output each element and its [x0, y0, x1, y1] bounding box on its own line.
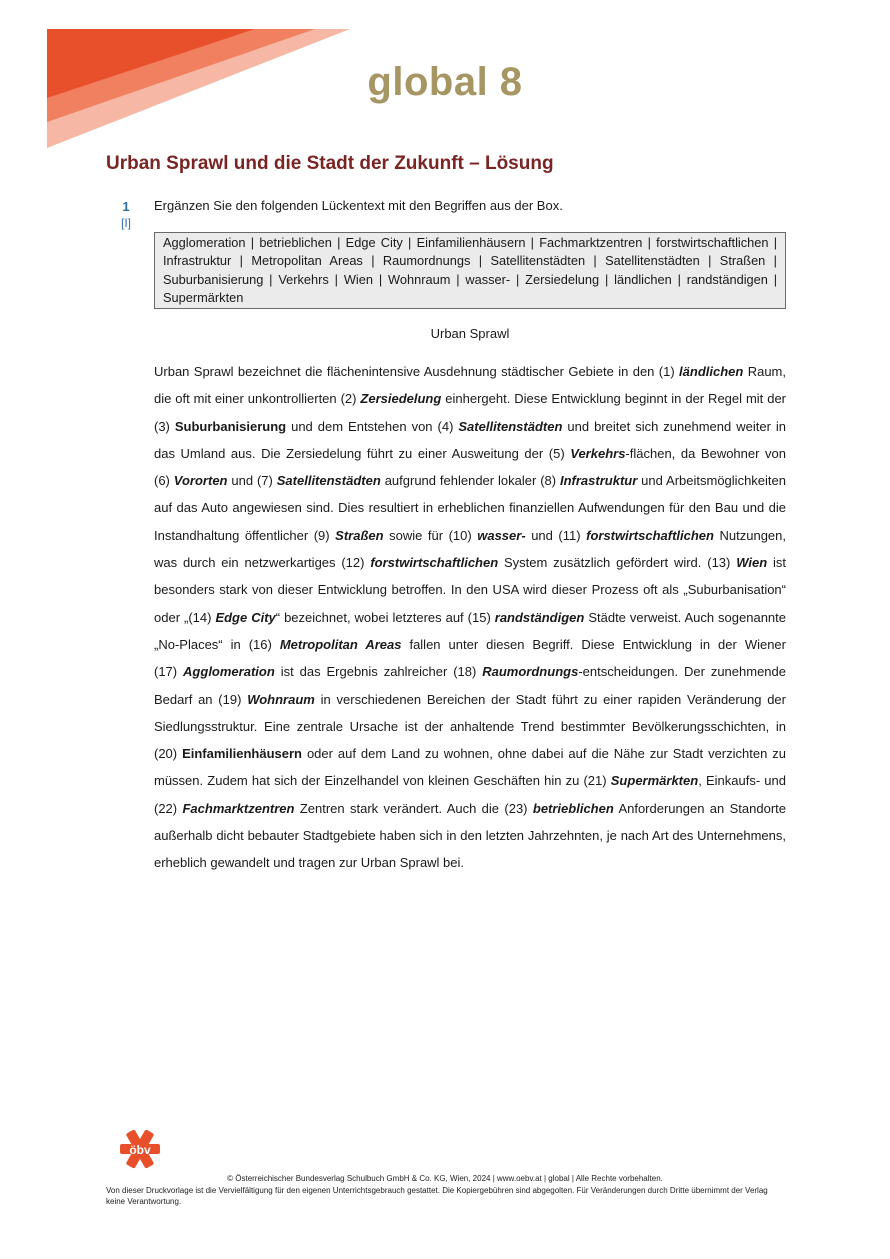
word-box-term: Satellitenstädten: [490, 253, 586, 269]
document-title: Urban Sprawl und die Stadt der Zukunft – Lösung: [106, 153, 554, 174]
cloze-answer: Suburbanisierung: [174, 418, 287, 434]
footer-copyright: © Österreichischer Bundesverlag Schulbuch GmbH & Co. KG, Wien, 2024 | www.oebv.at | global | Alle Rechte vorbehalten.: [227, 1174, 663, 1183]
cloze-answer: Straßen: [335, 527, 384, 543]
cloze-text-segment: Zentren stark verändert. Auch die (23): [294, 800, 533, 816]
cloze-answer: Supermärkten: [610, 773, 699, 789]
oebv-logo: [118, 1127, 162, 1171]
cloze-text-segment: ist das Ergebnis zahlreicher (18): [274, 664, 483, 680]
cloze-text-segment: Raum, die oft mit einer unkontrollierten (2): [154, 364, 787, 407]
cloze-text-segment: und (11): [525, 527, 587, 543]
cloze-answer: Wien: [736, 555, 768, 571]
cloze-text-segment: fallen unter diesen Begriff. Diese Entwicklung in der Wiener (17): [154, 636, 786, 680]
word-box: Agglomeration | betrieblichen | Edge City | Einfamilienhäusern | Fachmarktzentren | forstwirtschaftlichen | Infrastruktur | Metropolitan Areas | Raumordnungs | Satellitenstädten | Satellitenstädten | Straßen | Suburbanisierung | Verkehrs | Wien | Wohnraum | wasser- | Zersiedelung | ländlichen | randständigen | Supermärkten: [154, 232, 786, 309]
cloze-answer: randständigen: [494, 609, 585, 625]
cloze-text-segment: und dem Entstehen von (4): [286, 418, 459, 434]
cloze-text-segment: und Arbeitsmöglichkeiten auf das Auto angewiesen sind. Dies resultiert in erheblichen finanziellen Aufwendungen für den Bau und die Instandhaltung öffentlicher (9): [154, 473, 786, 543]
word-box-term: forstwirtschaftlichen: [656, 235, 769, 250]
cloze-text-segment: Nutzungen, was durch ein netzwerkartiges (12): [154, 527, 786, 571]
cloze-text-segment: aufgrund fehlender lokaler (8): [380, 473, 560, 489]
cloze-text-segment: “ bezeichnet, wobei letzteres auf (15): [275, 609, 495, 625]
cloze-text-segment: sowie für (10): [383, 527, 478, 543]
cloze-answer: forstwirtschaftlichen: [370, 555, 499, 571]
word-box-term: ländlichen: [614, 271, 672, 287]
footer-disclaimer: Von dieser Druckvorlage ist die Vervielfältigung für den eigenen Unterrichtsgebrauch gestattet. Die Kopiergebühren sind abgegolten. Für Veränderungen durch Dritte übernimmt der Verlag keine Verantwortung.: [106, 1186, 768, 1206]
cloze-text-segment: und (7): [227, 473, 277, 489]
cloze-answer: Verkehrs: [570, 445, 626, 461]
word-box-term: betrieblichen: [259, 235, 332, 250]
task-instruction: Ergänzen Sie den folgenden Lückentext mit den Begriffen aus der Box.: [154, 198, 563, 213]
word-box-term: randständigen: [686, 271, 768, 287]
word-box-term: Verkehrs: [278, 271, 329, 287]
word-box-term: Wohnraum: [388, 271, 451, 287]
cloze-answer: Agglomeration: [183, 664, 275, 680]
cloze-text-segment: Städte verweist. Auch sogenannte „No-Places“ in (16): [154, 609, 787, 652]
word-box-term: Raumordnungs: [382, 253, 471, 269]
cloze-answer: Edge City: [215, 609, 276, 625]
cloze-text-segment: Urban Sprawl bezeichnet die flächenintensive Ausdehnung städtischer Gebiete in den (1): [154, 364, 680, 379]
cloze-answer: Zersiedelung: [360, 391, 442, 407]
word-box-term: wasser-: [465, 271, 511, 287]
cloze-answer: Metropolitan Areas: [279, 636, 402, 652]
cloze-text: [154, 358, 786, 877]
cloze-answer: Vororten: [173, 473, 228, 489]
cloze-answer: ländlichen: [679, 364, 744, 379]
cloze-text-segment: -entscheidungen. Der zunehmende Bedarf an (19): [154, 664, 786, 707]
word-box-term: Supermärkten: [163, 289, 244, 305]
cloze-text-segment: Anforderungen an Standorte außerhalb dicht bebauter Stadtgebiete haben sich in den letzten Jahrzehnten, je nach Art des Unternehmens, erheblich gewandelt und tragen zur Urban Sprawl bei.: [154, 800, 787, 871]
word-box-term: Edge City: [345, 235, 403, 250]
word-box-term: Infrastruktur: [163, 253, 232, 269]
cloze-text-segment: , Einkaufs- und (22): [154, 773, 786, 816]
task-number: 1: [122, 199, 130, 214]
book-title: global 8: [367, 60, 523, 104]
cloze-answer: Fachmarktzentren: [182, 800, 295, 816]
cloze-answer: forstwirtschaftlichen: [586, 527, 714, 543]
cloze-text-segment: System zusätzlich gefördert wird. (13): [498, 555, 737, 571]
word-box-term: Einfamilienhäusern: [416, 235, 526, 250]
cloze-answer: Satellitenstädten: [458, 418, 563, 434]
cloze-text-segment: ist besonders stark von dieser Entwicklung betroffen. In den USA wird dieser Prozess oft als „Suburbanisation“ oder „(14): [154, 555, 786, 625]
task-level: [I]: [120, 216, 131, 230]
word-box-term: Zersiedelung: [525, 271, 600, 287]
cloze-text-segment: -flächen, da Bewohner von (6): [154, 445, 786, 489]
cloze-answer: Einfamilienhäusern: [182, 746, 302, 762]
cloze-text-segment: einhergeht. Diese Entwicklung beginnt in der Regel mit der (3): [154, 391, 786, 434]
cloze-text-segment: oder auf dem Land zu wohnen, ohne dabei auf die Nähe zur Stadt verzichten zu müssen. Zudem hat sich der Einzelhandel von kleinen Geschäften hin zu (21): [154, 746, 786, 789]
logo-text: öbv: [129, 1143, 151, 1157]
cloze-answer: Satellitenstädten: [276, 473, 381, 489]
word-box-term: Fachmarktzentren: [539, 235, 643, 250]
cloze-answer: Wohnraum: [247, 691, 315, 707]
word-box-term: Wien: [343, 271, 373, 287]
word-box-term: Suburbanisierung: [163, 271, 264, 287]
word-box-term: Agglomeration: [163, 235, 246, 250]
cloze-answer: Raumordnungs: [482, 664, 579, 680]
cloze-answer: wasser-: [477, 527, 526, 543]
cloze-answer: betrieblichen: [532, 800, 614, 816]
word-box-term: Straßen: [719, 253, 766, 269]
cloze-text-segment: und breitet sich zunehmend weiter in das Umland aus. Die Zersiedelung führt zu einer Ausweitung der (5): [154, 418, 786, 461]
word-box-term: Metropolitan Areas: [251, 253, 363, 269]
text-heading: Urban Sprawl: [430, 326, 510, 341]
word-box-term: Satellitenstädten: [605, 253, 700, 269]
cloze-answer: Infrastruktur: [559, 473, 638, 489]
cloze-text-segment: in verschiedenen Bereichen der Stadt führt zu einer rapiden Veränderung der Siedlungsstruktur. Eine zentrale Ursache ist der anhaltende Trend bestimmter Bevölkerungsschichten, in (20): [154, 691, 786, 762]
